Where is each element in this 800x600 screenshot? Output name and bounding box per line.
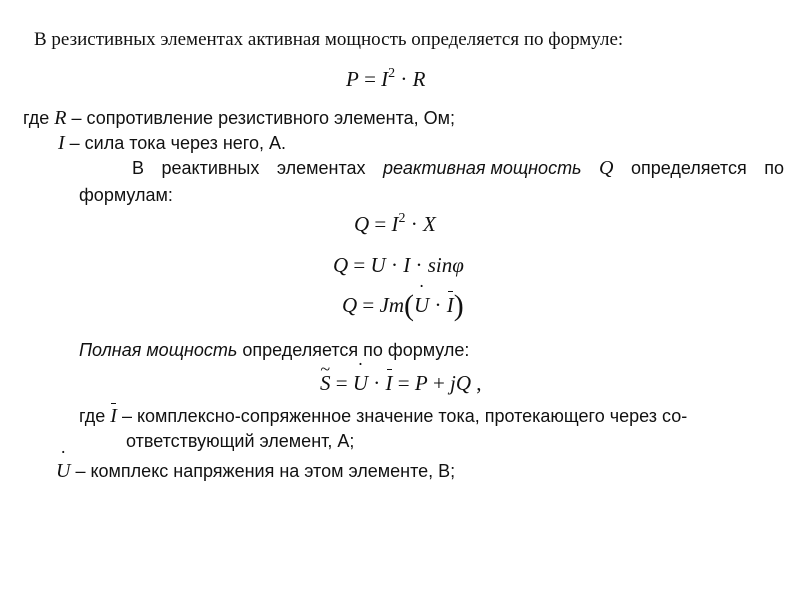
definition-prefix: где [79, 406, 111, 426]
symbol-i-bar: I [446, 293, 454, 317]
plus-sign: + [427, 371, 451, 395]
symbol-q: Q [333, 253, 349, 277]
symbol-x: X [423, 212, 436, 236]
formula-full-power [320, 370, 482, 396]
imaginary-part: Jm [379, 293, 405, 317]
symbol-i: I [403, 253, 411, 277]
full-power-text: определяется по формуле: [237, 340, 470, 360]
symbol-s-tilde: ~ S [320, 370, 331, 396]
reactive-paragraph-continuation: формулам: [79, 185, 173, 205]
full-power-line [79, 338, 469, 362]
heading-text: В резистивных элементах активная мощность определяется по формуле: [34, 29, 624, 50]
comma: , [471, 371, 482, 395]
exponent: 2 [388, 66, 396, 81]
symbol-p: P [414, 371, 428, 395]
formula-reactive-1 [354, 211, 436, 237]
equals-sign: = [392, 371, 415, 395]
symbol-i: I [381, 67, 389, 91]
dot-operator: · [410, 253, 428, 277]
symbol-u: U [370, 253, 386, 277]
equals-sign: = [369, 212, 392, 236]
dot-operator: · [429, 293, 447, 317]
symbol-i-bar: I [110, 405, 117, 427]
sin-function: sin [427, 253, 453, 277]
symbol-r: R [54, 107, 67, 129]
definition-i-conjugate [79, 404, 687, 428]
formula-active-power [346, 66, 426, 92]
symbol-q: Q [354, 212, 370, 236]
symbol-jq: jQ [450, 371, 472, 395]
equals-sign: = [348, 253, 371, 277]
definition-text: – комплекс напряжения на этом элементе, В; [70, 461, 456, 481]
full-power-term: Полная мощность [79, 340, 238, 360]
word: по [764, 158, 784, 178]
exponent: 2 [398, 211, 406, 226]
word: реактивных [161, 158, 260, 178]
symbol-q: Q [342, 293, 358, 317]
word: элементах [276, 158, 366, 178]
equals-sign: = [357, 293, 380, 317]
reactive-paragraph-line [132, 156, 784, 180]
definition-r [23, 106, 455, 130]
formula-reactive-3 [342, 289, 464, 322]
symbol-i: I [58, 132, 65, 154]
symbol-i-bar: I [385, 371, 393, 395]
dot-operator: · [385, 253, 404, 277]
definition-i-conjugate-continuation: ответствующий элемент, А; [126, 431, 355, 451]
left-paren: ( [404, 289, 415, 322]
dot-operator: · [405, 212, 424, 236]
definition-i [58, 131, 286, 155]
symbol-u-dot: ˙ U [414, 292, 429, 318]
definition-text: – сопротивление резистивного элемента, Ом; [66, 108, 456, 128]
definition-text: – сила тока через него, А. [64, 133, 286, 153]
right-paren: ) [453, 289, 464, 322]
symbol-u-dot: ˙ U [56, 459, 70, 483]
symbol-p: P [346, 67, 359, 91]
symbol-r: R [412, 67, 426, 91]
definition-prefix: где [23, 108, 55, 128]
symbol-i: I [391, 212, 399, 236]
equals-sign: = [358, 67, 382, 91]
definition-text: – комплексно-сопряженное значение тока, протекающего через со- [116, 406, 688, 426]
formula-reactive-2 [333, 252, 464, 278]
word: В [132, 158, 145, 178]
symbol-phi: φ [452, 253, 464, 277]
symbol-q: Q [599, 157, 614, 179]
reactive-power-term: реактивная мощность [383, 158, 582, 178]
dot-operator: · [395, 67, 413, 91]
definition-u [56, 459, 455, 483]
equals-sign: = [330, 371, 353, 395]
dot-operator: · [368, 371, 386, 395]
symbol-u-dot: ˙ U [353, 370, 368, 396]
word: определяется [630, 158, 747, 178]
